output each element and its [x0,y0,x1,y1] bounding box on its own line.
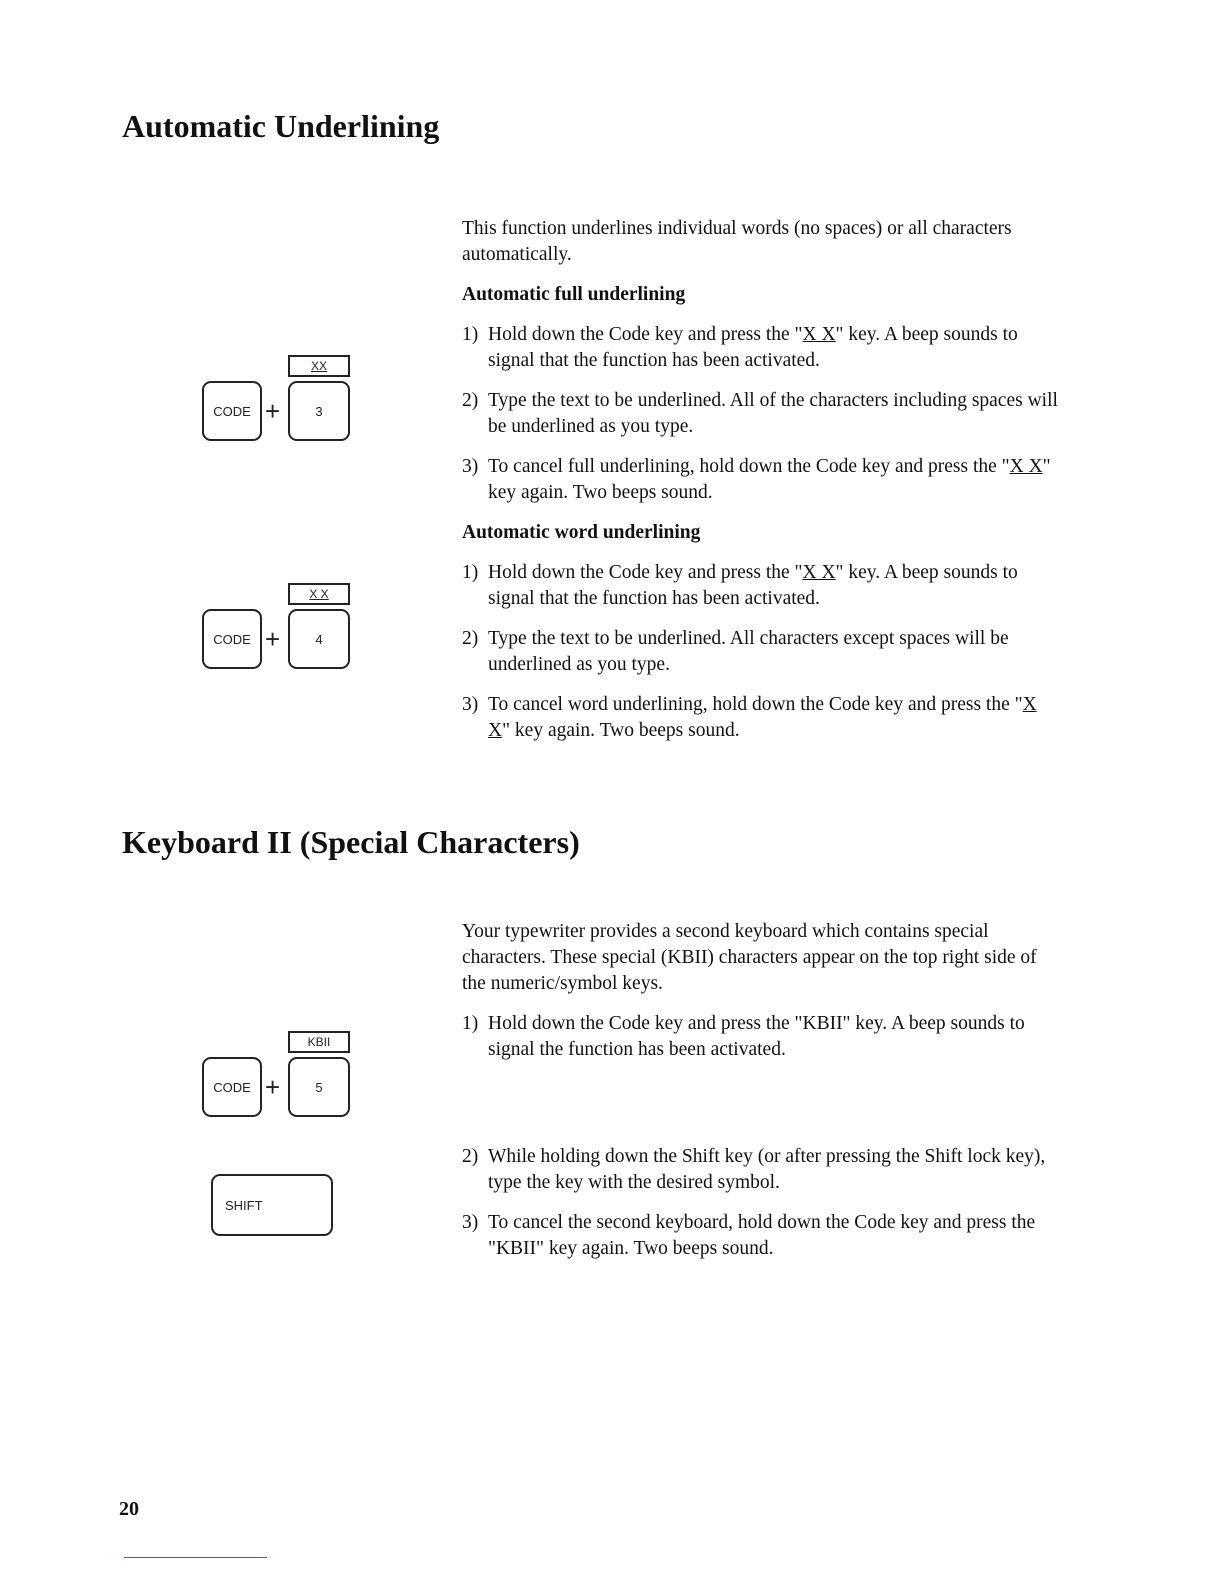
automatic-underlining-text [462,216,1062,744]
list-item: 1) Hold down the Code key and press the "X X" key. A beep sounds to signal that the function has been activated. [462,562,1018,609]
keyboard-ii-steps [462,1144,1062,1262]
intro-paragraph: Your typewriter provides a second keyboard which contains special characters. These special (KBII) characters appear on the top right side of the numeric/symbol keys. [462,921,1037,994]
plus-sign: + [265,396,281,426]
footer-rule [124,1557,267,1558]
section-title-automatic-underlining: Automatic Underlining [122,108,440,144]
keyboard-ii-text [462,919,1062,1063]
x-x-legend: X X [288,583,350,605]
list-item: 3) To cancel word underlining, hold down the Code key and press the "X X" key again. Two beeps sound. [462,694,1037,741]
code-key: CODE [202,1057,262,1117]
list-item: 2) Type the text to be underlined. All characters except spaces will be underlined as you type. [462,628,1009,675]
word-underlining-steps [462,560,1062,744]
list-item: 2) While holding down the Shift key (or after pressing the Shift lock key), type the key with the desired symbol. [462,1146,1046,1193]
code-key: CODE [202,381,262,441]
code-key: CODE [202,609,262,669]
plus-sign: + [265,1072,281,1102]
intro-paragraph: This function underlines individual words (no spaces) or all characters automatically. [462,218,1012,265]
key-4: 4 [288,609,350,669]
page-number: 20 [119,1498,139,1520]
section-title-keyboard-ii: Keyboard II (Special Characters) [122,824,580,860]
plus-sign: + [265,624,281,654]
key-5: 5 [288,1057,350,1117]
keyboard-ii-text-continued [462,1144,1062,1262]
word-underlining-heading: Automatic word underlining [462,522,701,543]
xx-legend: XX [288,355,350,377]
list-item: 3) To cancel the second keyboard, hold down the Code key and press the "KBII" key again. Two beeps sound. [462,1212,1036,1259]
key-3: 3 [288,381,350,441]
full-underlining-heading: Automatic full underlining [462,284,686,305]
list-item: 1) Hold down the Code key and press the "X X" key. A beep sounds to signal that the function has been activated. [462,324,1018,371]
list-item: 2) Type the text to be underlined. All of the characters including spaces will be underlined as you type. [462,390,1058,437]
list-item: 1) Hold down the Code key and press the "KBII" key. A beep sounds to signal the function has been activated. [462,1013,1025,1060]
keyboard-ii-step-1 [462,1011,1062,1063]
list-item: 3) To cancel full underlining, hold down the Code key and press the "X X" key again. Two beeps sound. [462,456,1051,503]
kbii-legend: KBII [288,1031,350,1053]
shift-key: SHIFT [211,1174,333,1236]
full-underlining-steps [462,322,1062,506]
